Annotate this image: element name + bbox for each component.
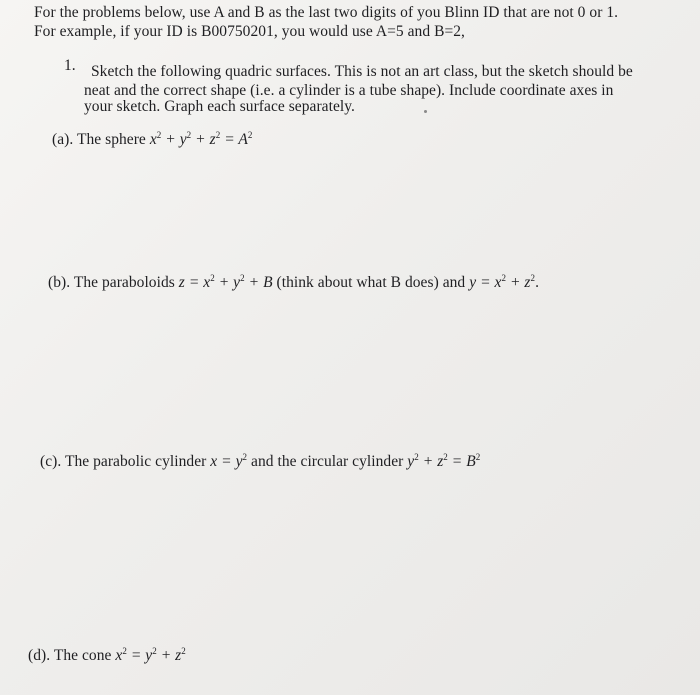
part-a-text: The sphere	[76, 131, 146, 148]
part-c-text: The parabolic cylinder	[64, 453, 207, 470]
part-a-label: (a).	[52, 131, 74, 148]
part-b-text-middle: (think about what B does) and	[276, 274, 466, 291]
part-b-text: The paraboloids	[73, 274, 175, 291]
problem-1-instruction-line-1: Sketch the following quadric surfaces. This is not an art class, but the sketch should be	[91, 63, 633, 80]
part-d-equation: $x^2 = y^2 + z^2$	[115, 646, 186, 664]
part-c-label: (c).	[40, 453, 62, 470]
part-b	[48, 273, 539, 292]
part-a-equation: $x^2 + y^2 + z^2 = A^2$	[149, 130, 253, 148]
part-b-equation-1: $z = x^2 + y^2 + B$	[178, 273, 273, 291]
part-b-label: (b).	[48, 274, 71, 291]
problem-1-number: 1.	[64, 57, 76, 74]
problem-1-instruction-line-3: your sketch. Graph each surface separately.	[84, 98, 355, 115]
part-c	[40, 452, 480, 471]
part-b-equation-2: $y = x^2 + z^2$	[469, 273, 536, 291]
part-a	[52, 130, 252, 149]
problem-1-instruction-line-2: neat and the correct shape (i.e. a cylinder is a tube shape). Include coordinate axes in	[84, 82, 614, 99]
part-c-equation-1: $x = y^2$	[210, 452, 248, 470]
part-d	[28, 646, 186, 665]
part-c-equation-2: $y^2 + z^2 = B^2$	[407, 452, 481, 470]
intro-line-1: For the problems below, use A and B as the last two digits of you Blinn ID that are not 0 or 1.	[34, 4, 619, 21]
intro-line-2: For example, if your ID is B00750201, you would use A=5 and B=2,	[34, 23, 465, 40]
part-c-text-middle: and the circular cylinder	[251, 453, 404, 470]
part-b-period: .	[535, 274, 539, 291]
part-d-text: The cone	[53, 647, 112, 664]
paper-speck	[424, 110, 427, 113]
part-d-label: (d).	[28, 647, 51, 664]
